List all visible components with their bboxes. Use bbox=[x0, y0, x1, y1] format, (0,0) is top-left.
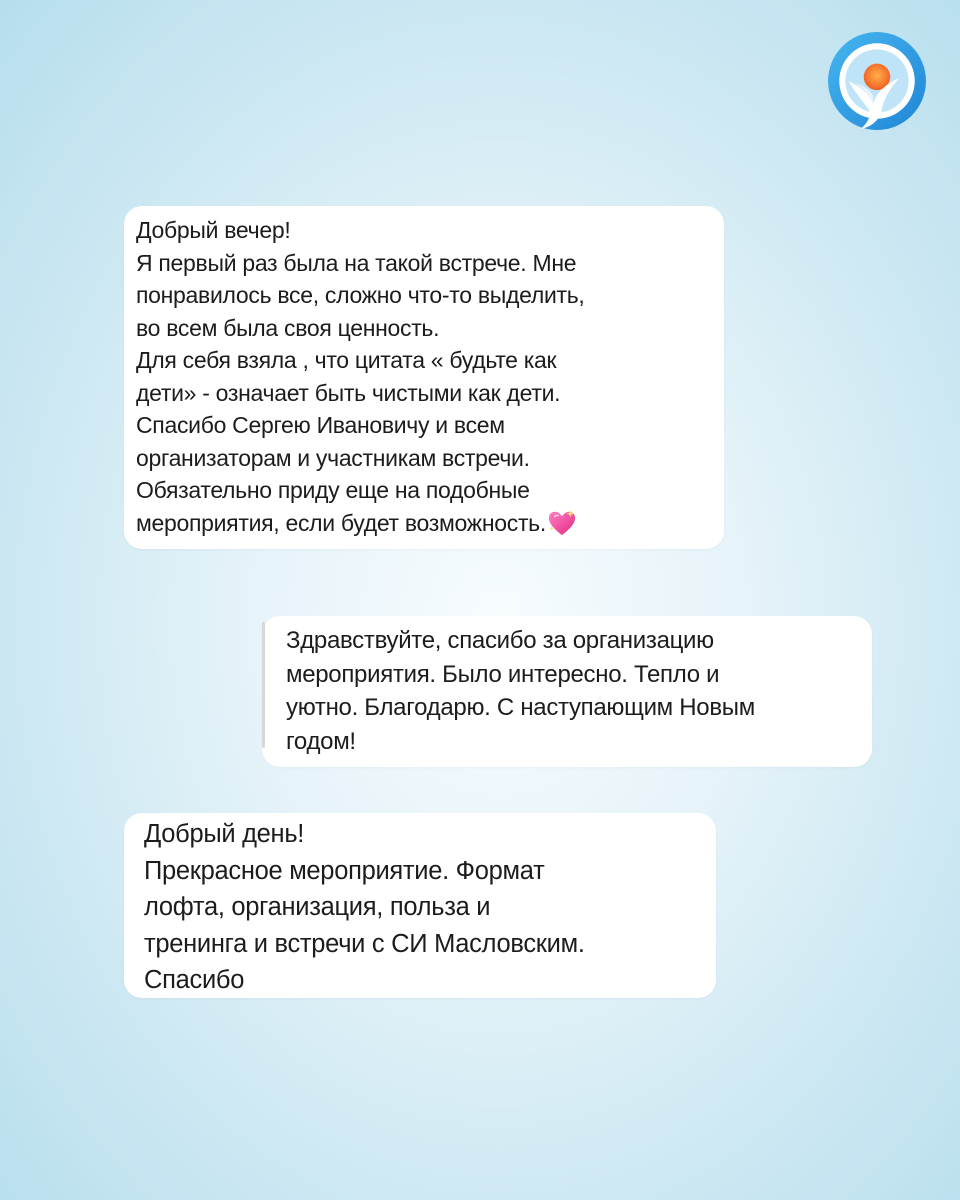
message-line: Здравствуйте, спасибо за организацию bbox=[286, 627, 714, 654]
message-line: Прекрасное мероприятие. Формат bbox=[144, 856, 545, 885]
message-line: во всем была своя ценность. bbox=[136, 314, 440, 341]
message-line: понравилось все, сложно что-то выделить, bbox=[136, 282, 585, 308]
message-line: Добрый вечер! bbox=[136, 217, 291, 243]
message-line: мероприятия. Было интересно. Тепло и bbox=[286, 660, 720, 688]
sparkling-heart-icon bbox=[547, 509, 577, 537]
message-line-text: мероприятия, если будет возможность. bbox=[136, 509, 546, 536]
message-line: Спасибо bbox=[144, 966, 245, 994]
message-line: годом! bbox=[286, 727, 356, 755]
message-line: Для себя взяла , что цитата « будьте как bbox=[136, 347, 557, 373]
quote-bar bbox=[262, 622, 265, 748]
message-line: Я первый раз была на такой встрече. Мне bbox=[136, 249, 577, 276]
message-line: лофта, организация, польза и bbox=[144, 893, 491, 921]
dove-sun-logo-icon bbox=[826, 30, 928, 132]
message-bubble-2 bbox=[262, 616, 872, 767]
message-line: уютно. Благодарю. С наступающим Новым bbox=[286, 694, 755, 721]
message-bubble-1 bbox=[124, 206, 724, 549]
message-line: Обязательно приду еще на подобные bbox=[136, 477, 530, 503]
message-line: дети» - означает быть чистыми как дети. bbox=[136, 379, 561, 406]
message-line: Спасибо Сергею Ивановичу и всем bbox=[136, 412, 505, 438]
message-line: организаторам и участникам встречи. bbox=[136, 444, 530, 471]
message-line: Добрый день! bbox=[144, 820, 305, 848]
message-bubble-3 bbox=[124, 813, 716, 998]
message-line-last bbox=[136, 507, 710, 540]
message-line: тренинга и встречи с СИ Масловским. bbox=[144, 929, 585, 958]
